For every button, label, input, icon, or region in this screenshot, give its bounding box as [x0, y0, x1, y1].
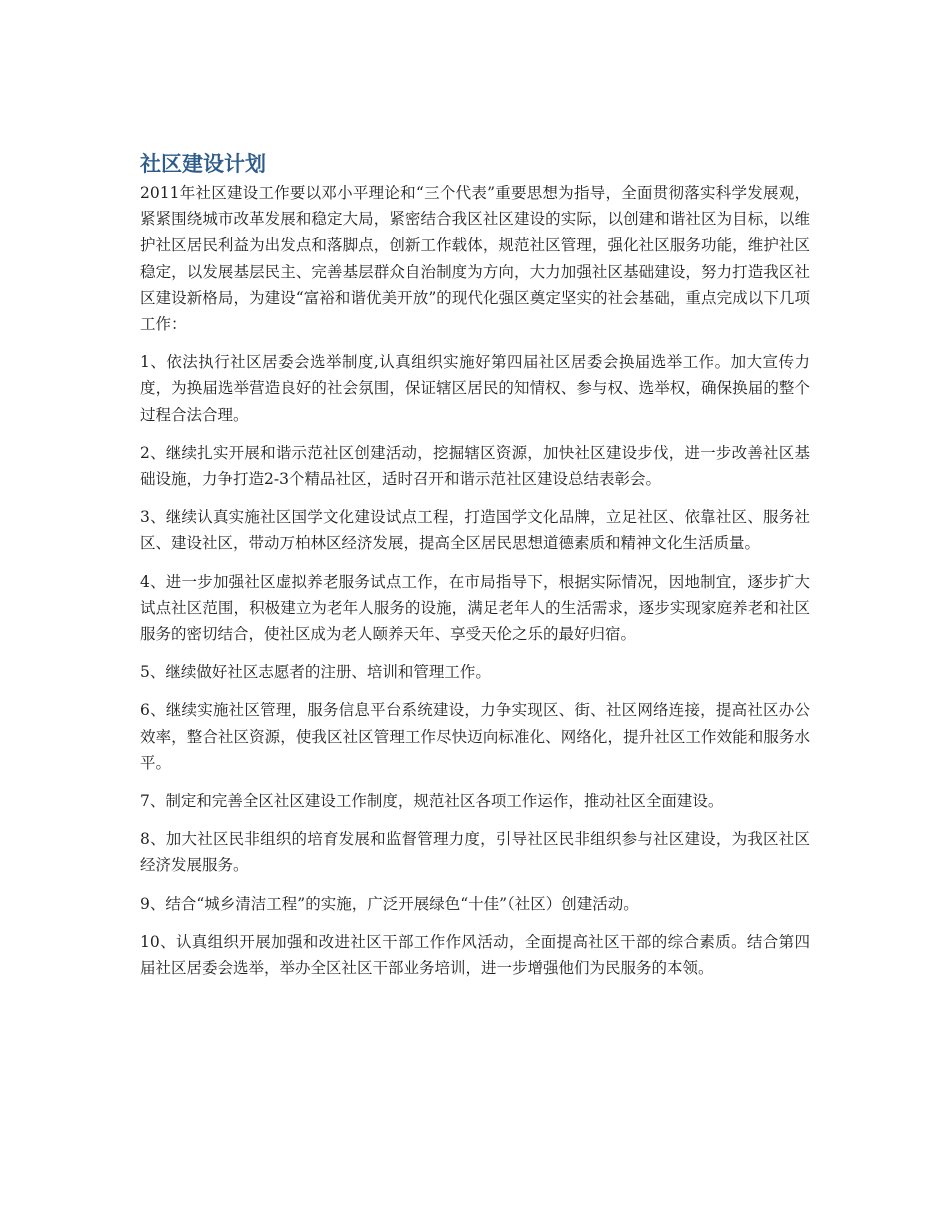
list-item: 8、加大社区民非组织的培育发展和监督管理力度，引导社区民非组织参与社区建设，为我区社区经济发展服务。	[140, 830, 810, 875]
document-page	[140, 148, 810, 993]
list-item: 6、继续实施社区管理，服务信息平台系统建设，力争实现区、街、社区网络连接，提高社区办公效率，整合社区资源，使我区社区管理工作尽快迈向标准化、网络化，提升社区工作效能和服务水平。	[140, 701, 810, 772]
list-item: 5、继续做好社区志愿者的注册、培训和管理工作。	[140, 663, 491, 682]
intro-paragraph: 2011年社区建设工作要以邓小平理论和“三个代表”重要思想为指导，全面贯彻落实科学发展观，紧紧围绕城市改革发展和稳定大局，紧密结合我区社区建设的实际，以创建和谐社区为目标，以维护社区居民利益为出发点和落脚点，创新工作载体，规范社区管理，强化社区服务功能，维护社区稳定，以发展基层民主、完善基层群众自治制度为方向，大力加强社区基础建设，努力打造我区社区建设新格局，为建设“富裕和谐优美开放”的现代化强区奠定坚实的社会基础，重点完成以下几项工作：	[140, 184, 810, 334]
list-item: 10、认真组织开展加强和改进社区干部工作作风活动，全面提高社区干部的综合素质。结合第四届社区居委会选举，举办全区社区干部业务培训，进一步增强他们为民服务的本领。	[140, 932, 810, 978]
list-item: 9、结合“城乡清洁工程”的实施，广泛开展绿色“十佳”（社区）创建活动。	[140, 894, 639, 913]
list-item: 1、依法执行社区居委会选举制度,认真组织实施好第四届社区居委会换届选举工作。加大宣传力度，为换届选举营造良好的社会氛围，保证辖区居民的知情权、参与权、选举权，确保换届的整个过程合法合理。	[140, 353, 810, 424]
list-item: 7、制定和完善全区社区建设工作制度，规范社区各项工作运作，推动社区全面建设。	[140, 792, 724, 811]
list-item: 4、进一步加强社区虚拟养老服务试点工作，在市局指导下，根据实际情况，因地制宜，逐步扩大试点社区范围，积极建立为老年人服务的设施，满足老年人的生活需求，逐步实现家庭养老和社区服务的密切结合，使社区成为老人颐养天年、享受天伦之乐的最好归宿。	[140, 572, 810, 644]
list-item: 3、继续认真实施社区国学文化建设试点工程，打造国学文化品牌，立足社区、依靠社区、服务社区、建设社区，带动万柏林区经济发展，提高全区居民思想道德素质和精神文化生活质量。	[140, 508, 810, 553]
list-item: 2、继续扎实开展和谐示范社区创建活动，挖掘辖区资源，加快社区建设步伐，进一步改善社区基础设施，力争打造2-3个精品社区，适时召开和谐示范社区建设总结表彰会。	[140, 443, 810, 489]
document-title: 社区建设计划	[140, 152, 266, 176]
